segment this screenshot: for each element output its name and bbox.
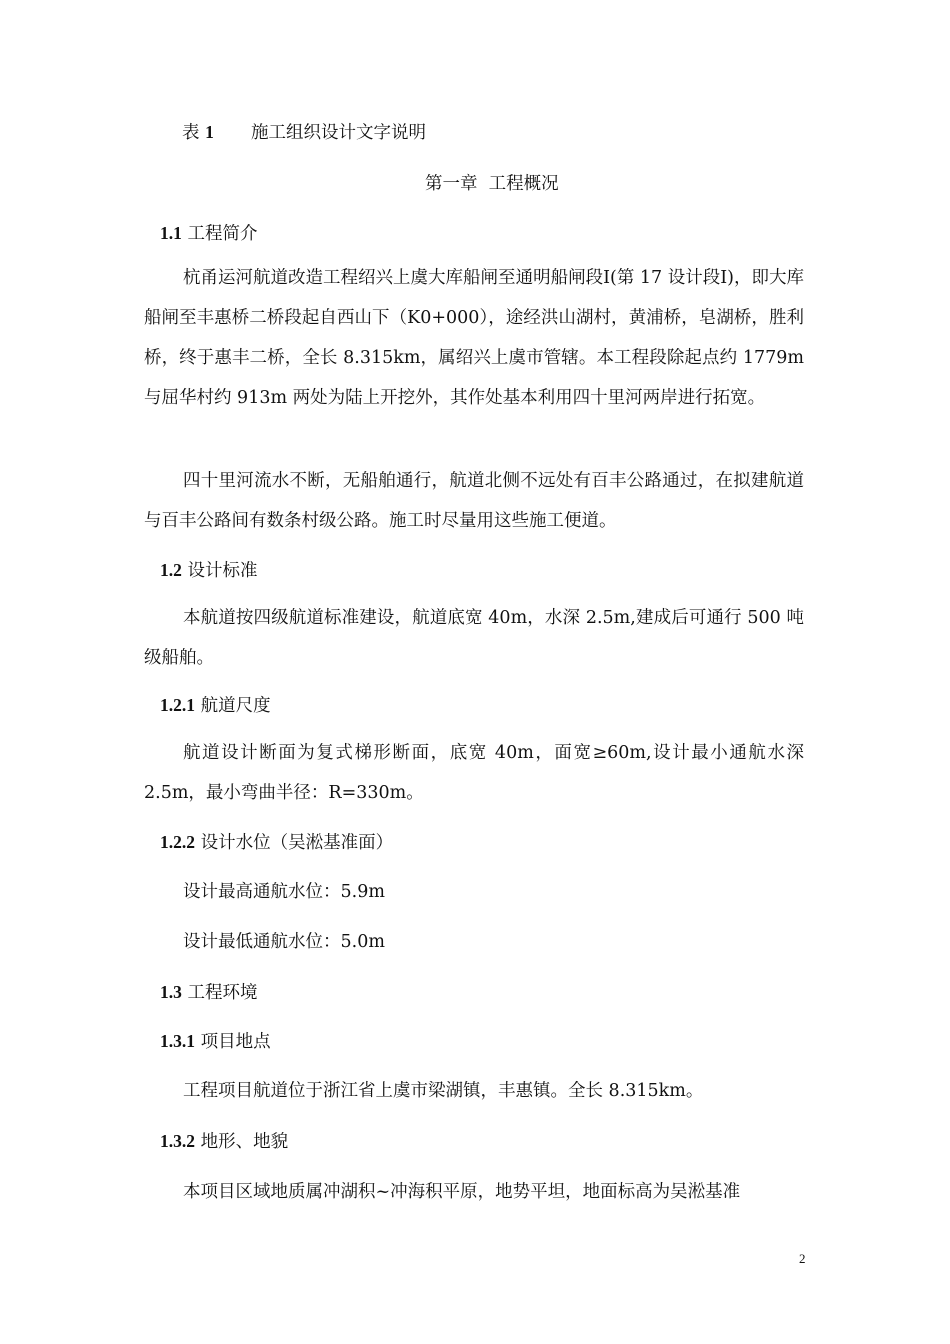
table-caption-title: 施工组织设计文字说明 xyxy=(250,123,426,143)
table-caption xyxy=(182,120,426,145)
paragraph-location: 工程项目航道位于浙江省上虞市梁湖镇，丰惠镇。全长 8.315km。 xyxy=(183,1081,704,1101)
section-heading-1-2-2 xyxy=(160,830,393,855)
section-number: 1.3.1 xyxy=(160,1031,195,1051)
section-number: 1.3.2 xyxy=(160,1131,195,1151)
section-heading-1-2 xyxy=(160,558,257,583)
section-heading-1-2-1 xyxy=(160,693,271,718)
section-number: 1.1 xyxy=(160,223,182,243)
section-title: 工程简介 xyxy=(187,224,258,244)
section-title: 工程环境 xyxy=(187,983,258,1003)
section-number: 1.2 xyxy=(160,560,182,580)
paragraph-standard: 本航道按四级航道标准建设，航道底宽 40m，水深 2.5m,建成后可通行 500 吨级船舶。 xyxy=(144,608,804,668)
section-heading-1-3-2 xyxy=(160,1129,288,1154)
paragraph-terrain: 本项目区域地质属冲湖积~冲海积平原，地势平坦，地面标高为吴淞基准 xyxy=(183,1182,741,1202)
water-level-low: 设计最低通航水位：5.0m xyxy=(183,932,385,952)
section-title: 地形、地貌 xyxy=(200,1132,289,1152)
paragraph-intro-2: 四十里河流水不断，无船舶通行，航道北侧不远处有百丰公路通过，在拟建航道与百丰公路间有数条村级公路。施工时尽量用这些施工便道。 xyxy=(144,471,804,531)
water-level-high: 设计最高通航水位：5.9m xyxy=(183,882,385,902)
section-title: 设计标准 xyxy=(187,561,258,581)
chapter-title: 第一章 工程概况 xyxy=(425,174,559,194)
section-number: 1.2.2 xyxy=(160,832,195,852)
section-heading-1-3 xyxy=(160,980,257,1005)
section-number: 1.3 xyxy=(160,982,182,1002)
section-heading-1-1 xyxy=(160,221,257,246)
section-number: 1.2.1 xyxy=(160,695,195,715)
table-caption-label: 表 xyxy=(182,123,200,143)
page-number: 2 xyxy=(799,1251,806,1266)
section-heading-1-3-1 xyxy=(160,1029,271,1054)
section-title: 项目地点 xyxy=(200,1032,271,1052)
table-caption-number: 1 xyxy=(205,122,214,142)
section-title: 航道尺度 xyxy=(200,696,271,716)
paragraph-intro-1: 杭甬运河航道改造工程绍兴上虞大库船闸至通明船闸段Ⅰ(第 17 设计段Ⅰ)，即大库船闸至丰惠桥二桥段起自西山下（K0+000），途经洪山湖村，黄浦桥，皂湖桥，胜利桥，终于惠丰二桥，全长 8.315km，属绍兴上虞市管辖。本工程段除起点约 1779m 与屈华村约 913m 两处为陆上开挖外，其作处基本利用四十里河两岸进行拓宽。 xyxy=(144,268,804,408)
paragraph-channel-size: 航道设计断面为复式梯形断面，底宽 40m，面宽≥60m,设计最小通航水深 2.5m，最小弯曲半径：R=330m。 xyxy=(144,743,804,803)
section-title: 设计水位（吴淞基准面） xyxy=(200,833,394,853)
